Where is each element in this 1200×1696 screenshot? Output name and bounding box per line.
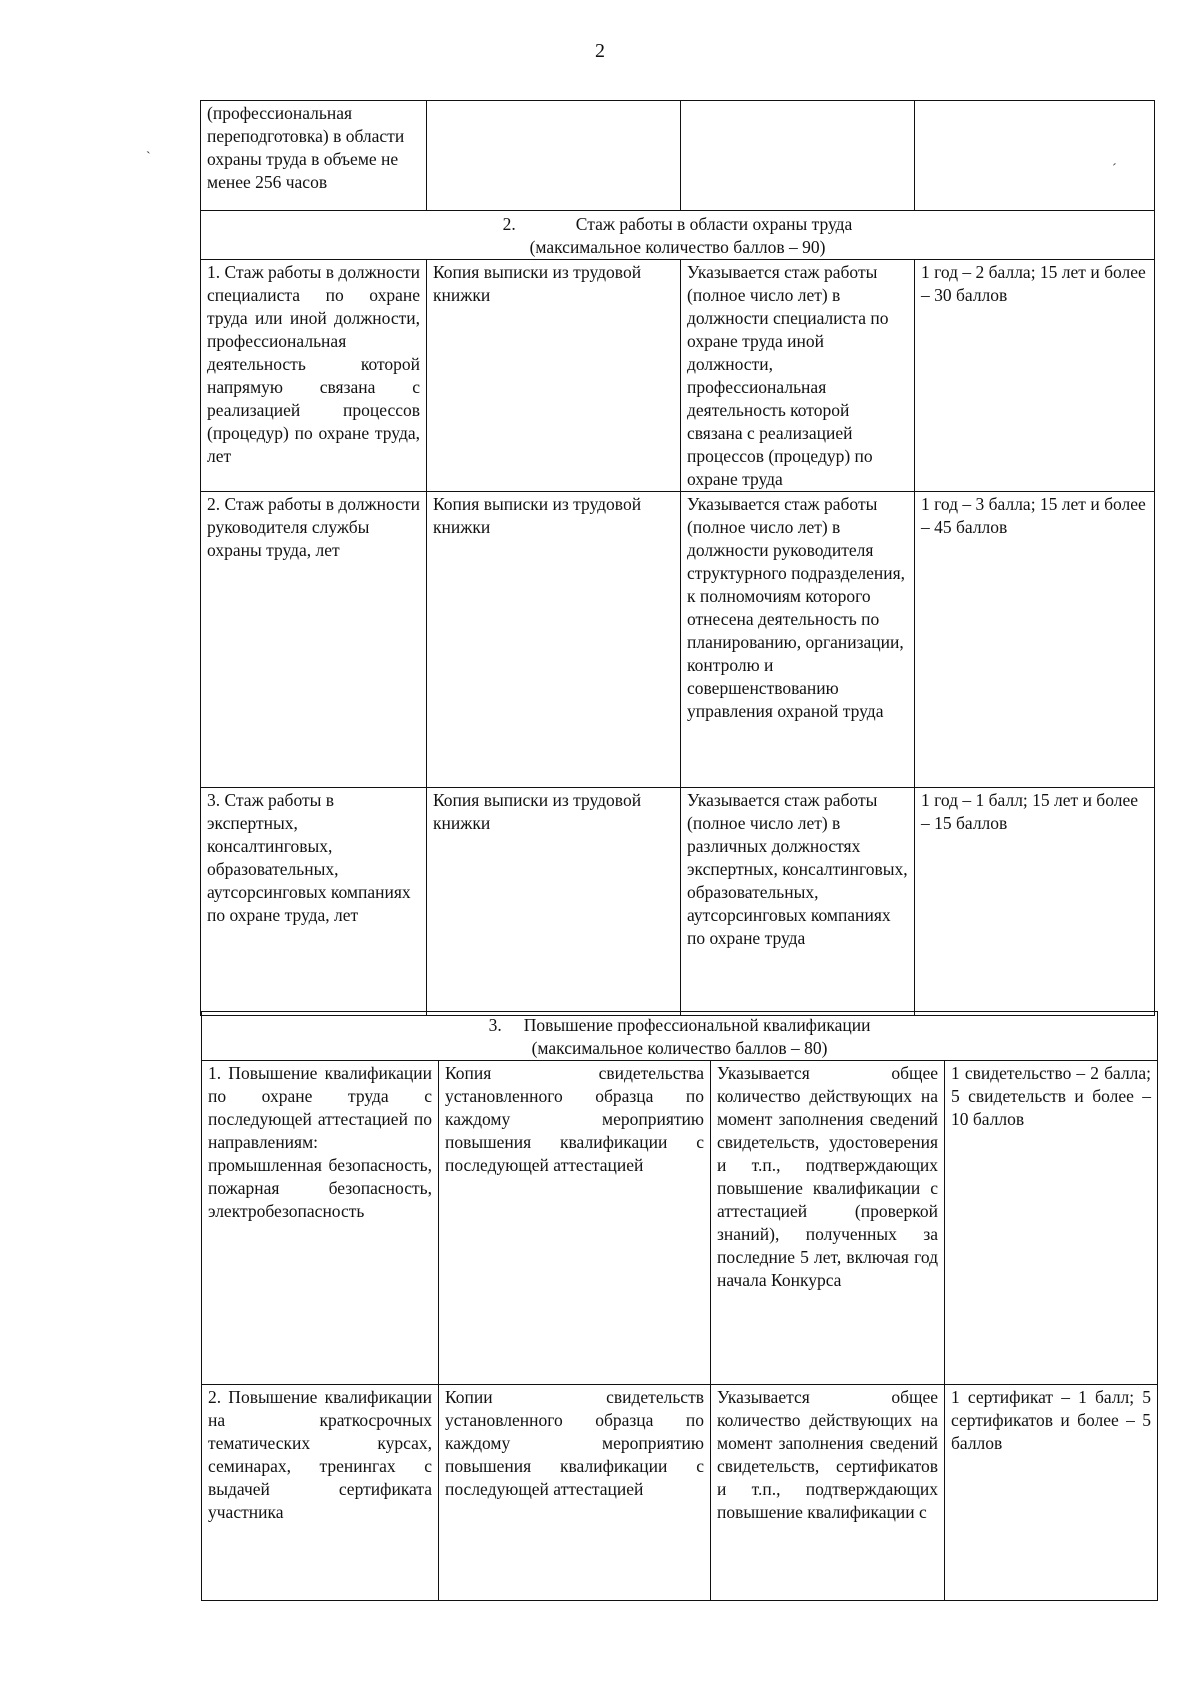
- section-number: 2.: [502, 214, 516, 234]
- criterion-cell: (профессиональная переподготовка) в области охраны труда в объеме не менее 256 часов: [201, 101, 427, 211]
- criterion-cell: 2. Стаж работы в должности руководителя службы охраны труда, лет: [201, 492, 427, 788]
- note-cell: Указывается общее количество действующих на момент заполнения сведений свидетельств, удостоверения и т.п., подтверждающих повышение квалификации с аттестацией (проверкой знаний), полученных за последние 5 лет, включая год начала Конкурса: [711, 1061, 945, 1385]
- document-cell: Копия выписки из трудовой книжки: [427, 260, 681, 492]
- table-row: [201, 788, 1155, 1016]
- document-cell: Копии свидетельств установленного образца по каждому мероприятию повышения квалификации с последующей аттестацией: [439, 1385, 711, 1601]
- score-cell: 1 год – 3 балла; 15 лет и более – 45 баллов: [915, 492, 1155, 788]
- note-cell: Указывается общее количество действующих на момент заполнения сведений свидетельств, сертификатов и т.п., подтверждающих повышение квалификации с: [711, 1385, 945, 1601]
- document-cell: [427, 101, 681, 211]
- section-number: 3.: [488, 1015, 502, 1035]
- section-subtitle: (максимальное количество баллов – 80): [531, 1038, 828, 1058]
- document-cell: Копия свидетельства установленного образца по каждому мероприятию повышения квалификации с последующей аттестацией: [439, 1061, 711, 1385]
- table-row: [201, 101, 1155, 211]
- scan-speck: ˊ: [1112, 162, 1117, 177]
- criterion-cell: 2. Повышение квалификации на краткосрочных тематических курсах, семинарах, тренингах с выдачей сертификата участника: [202, 1385, 439, 1601]
- note-cell: Указывается стаж работы (полное число лет) в различных должностях экспертных, консалтинговых, образовательных, аутсорсинговых компаниях по охране труда: [681, 788, 915, 1016]
- score-cell: [915, 101, 1155, 211]
- score-cell: 1 год – 2 балла; 15 лет и более – 30 баллов: [915, 260, 1155, 492]
- note-cell: Указывается стаж работы (полное число лет) в должности специалиста по охране труда иной должности, профессиональная деятельность которой связана с реализацией процессов (процедур) по охране труда: [681, 260, 915, 492]
- note-cell: Указывается стаж работы (полное число лет) в должности руководителя структурного подразделения, к полномочиям которого отнесена деятельность по планированию, организации, контролю и совершенствованию управления охраной труда: [681, 492, 915, 788]
- table-row: [202, 1385, 1158, 1601]
- criterion-cell: 1. Повышение квалификации по охране труда с последующей аттестацией по направлениям: промышленная безопасность, пожарная безопасность, электробезопасность: [202, 1061, 439, 1385]
- section-header-row: [202, 1012, 1158, 1061]
- table-row: [201, 260, 1155, 492]
- note-cell: [681, 101, 915, 211]
- page-number: 2: [595, 40, 605, 62]
- score-cell: 1 год – 1 балл; 15 лет и более – 15 баллов: [915, 788, 1155, 1016]
- section-title: Стаж работы в области охраны труда: [575, 214, 853, 234]
- section-title-line: [208, 1014, 1151, 1037]
- document-cell: Копия выписки из трудовой книжки: [427, 788, 681, 1016]
- section-header: [202, 1012, 1158, 1061]
- criterion-cell: 3. Стаж работы в экспертных, консалтинговых, образовательных, аутсорсинговых компаниях по охране труда, лет: [201, 788, 427, 1016]
- scan-speck: ˋ: [146, 150, 151, 165]
- section-header-row: [201, 211, 1155, 260]
- score-cell: 1 сертификат – 1 балл; 5 сертификатов и более – 5 баллов: [945, 1385, 1158, 1601]
- document-cell: Копия выписки из трудовой книжки: [427, 492, 681, 788]
- score-cell: 1 свидетельство – 2 балла; 5 свидетельств и более – 10 баллов: [945, 1061, 1158, 1385]
- table-row: [202, 1061, 1158, 1385]
- section-header: [201, 211, 1155, 260]
- table-row: [201, 492, 1155, 788]
- criteria-table-top: [200, 100, 1155, 1016]
- criterion-cell: 1. Стаж работы в должности специалиста по охране труда или иной должности, профессиональная деятельность которой напрямую связана с реализацией процессов (процедур) по охране труда, лет: [201, 260, 427, 492]
- section-title-line: [207, 213, 1148, 236]
- section-title: Повышение профессиональной квалификации: [523, 1015, 871, 1035]
- section-subtitle: (максимальное количество баллов – 90): [529, 237, 826, 257]
- criteria-table-bottom: [201, 1011, 1158, 1601]
